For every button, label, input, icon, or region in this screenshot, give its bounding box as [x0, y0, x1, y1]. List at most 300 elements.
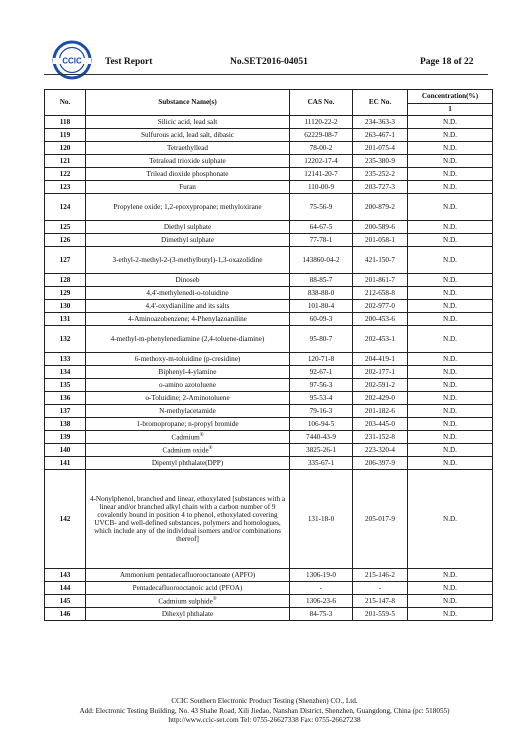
cell-cas-text: 75-56-9 — [309, 202, 333, 211]
cell-no — [45, 569, 86, 582]
cell-concentration-text: N.D. — [443, 419, 457, 428]
cell-concentration — [408, 569, 493, 582]
cell-no — [45, 234, 86, 247]
cell-cas-text: 92-67-1 — [309, 367, 333, 376]
cell-cas-text: 1306-19-0 — [306, 570, 336, 579]
cell-ec-text: 200-453-6 — [365, 314, 395, 323]
cell-no — [45, 418, 86, 431]
cell-substance — [86, 405, 290, 418]
cell-no — [45, 155, 86, 168]
cell-substance — [86, 181, 290, 194]
cell-ec-text: 202-177-1 — [365, 367, 395, 376]
cell-concentration — [408, 194, 493, 221]
cell-substance-text: 3-ethyl-2-methyl-2-(3-methylbutyl)-1,3-oxazolidine — [112, 255, 263, 264]
cell-ec — [353, 444, 408, 457]
cell-no-text: 145 — [59, 596, 71, 605]
cell-concentration-text: N.D. — [443, 143, 457, 152]
cell-ec — [353, 326, 408, 353]
cell-cas-text: 106-94-5 — [307, 419, 335, 428]
cell-ec-text: - — [378, 583, 382, 592]
cell-ec-text: 202-977-0 — [365, 301, 395, 310]
cell-concentration — [408, 366, 493, 379]
cell-substance — [86, 366, 290, 379]
cell-concentration-text: N.D. — [443, 583, 457, 592]
cell-cas-text: 62229-08-7 — [304, 130, 338, 139]
cell-no-text: 130 — [59, 301, 71, 310]
cell-substance — [86, 470, 290, 569]
cell-concentration — [408, 129, 493, 142]
cell-cas — [290, 418, 353, 431]
cell-cas-text: 110-00-9 — [307, 182, 335, 191]
cell-concentration — [408, 392, 493, 405]
header-divider — [44, 74, 488, 75]
table-row — [45, 287, 493, 300]
table-row — [45, 234, 493, 247]
cell-substance-text: Dipentyl phthalate(DPP) — [151, 458, 224, 467]
cell-concentration-text: N.D. — [443, 406, 457, 415]
cell-ec-text: 223-320-4 — [365, 445, 395, 454]
cell-substance-text: Trilead dioxide phosphonate — [146, 169, 229, 178]
cell-ec-text: 201-182-6 — [365, 406, 395, 415]
cell-no-text: 132 — [59, 334, 71, 343]
cell-concentration-text: N.D. — [443, 169, 457, 178]
cell-ec-text: 201-058-1 — [365, 235, 395, 244]
cell-ec — [353, 418, 408, 431]
substance-table — [44, 89, 493, 621]
cell-substance — [86, 155, 290, 168]
cell-no-text: 118 — [59, 117, 71, 126]
cell-no — [45, 392, 86, 405]
cell-concentration — [408, 221, 493, 234]
cell-concentration — [408, 418, 493, 431]
table-row — [45, 379, 493, 392]
cell-substance-text: Dimethyl sulphate — [161, 235, 214, 244]
cell-cas — [290, 608, 353, 621]
cell-ec-text: 204-419-1 — [365, 354, 395, 363]
logo-text: CCIC — [62, 56, 82, 66]
cell-ec — [353, 470, 408, 569]
cell-ec-text: 235-380-9 — [365, 156, 395, 165]
cell-cas — [290, 287, 353, 300]
report-footer — [0, 697, 529, 726]
table-row — [45, 300, 493, 313]
cell-ec — [353, 300, 408, 313]
cell-cas-text: 101-80-4 — [307, 301, 335, 310]
cell-cas — [290, 444, 353, 457]
cell-concentration-text: N.D. — [443, 596, 457, 605]
cell-ec-text: 203-727-3 — [365, 182, 395, 191]
cell-substance — [86, 313, 290, 326]
cell-cas — [290, 116, 353, 129]
cell-cas-text: 79-16-3 — [309, 406, 333, 415]
cell-ec-text: 231-152-8 — [365, 432, 395, 441]
cell-concentration-text: N.D. — [443, 432, 457, 441]
cell-substance — [86, 569, 290, 582]
table-row — [45, 116, 493, 129]
cell-ec — [353, 595, 408, 608]
footer-contact: http://www.ccic-set.com Tel: 0755-26627338 Fax: 0755-26627238 — [168, 716, 361, 725]
cell-cas-text: 838-88-0 — [307, 288, 335, 297]
cell-concentration — [408, 274, 493, 287]
cell-ec — [353, 353, 408, 366]
cell-concentration — [408, 444, 493, 457]
col-header-no: No. — [45, 90, 86, 116]
table-row — [45, 405, 493, 418]
cell-substance-text: Cadmium sulphide — [158, 597, 213, 606]
table-row — [45, 326, 493, 353]
cell-concentration — [408, 234, 493, 247]
table-row — [45, 444, 493, 457]
cell-substance — [86, 142, 290, 155]
cell-concentration-text: N.D. — [443, 288, 457, 297]
cell-no — [45, 168, 86, 181]
cell-no-text: 144 — [59, 583, 71, 592]
cell-no — [45, 274, 86, 287]
cell-substance-text: Sulfurous acid, lead salt, dibasic — [140, 130, 235, 139]
cell-substance-text: Biphenyl-4-ylamine — [158, 367, 217, 376]
cell-no-text: 142 — [59, 514, 71, 523]
table-row — [45, 457, 493, 470]
cell-substance-text: Propylene oxide; 1,2-epoxypropane; methyloxirane — [113, 202, 262, 211]
table-row — [45, 313, 493, 326]
cell-no-text: 143 — [59, 570, 71, 579]
cell-substance-text: 4,4'-methylenedi-o-toluidine — [146, 288, 229, 297]
cell-cas-text: 120-71-8 — [307, 354, 335, 363]
cell-no — [45, 221, 86, 234]
cell-concentration-text: N.D. — [443, 202, 457, 211]
cell-concentration — [408, 582, 493, 595]
cell-no — [45, 326, 86, 353]
cell-ec — [353, 168, 408, 181]
cell-concentration-text: N.D. — [443, 301, 457, 310]
cell-concentration — [408, 595, 493, 608]
cell-substance-text: 4-Aminoazobenzene; 4-Phenylazoaniline — [128, 314, 247, 323]
cell-substance-text: Furan — [179, 182, 196, 191]
cell-cas-text: 3825-26-1 — [306, 445, 336, 454]
cell-cas — [290, 569, 353, 582]
table-row — [45, 353, 493, 366]
cell-ec — [353, 582, 408, 595]
cell-substance — [86, 595, 290, 608]
table-row — [45, 129, 493, 142]
cell-cas — [290, 470, 353, 569]
cell-concentration-text: N.D. — [443, 514, 457, 523]
cell-cas — [290, 142, 353, 155]
cell-ec-text: 205-017-9 — [365, 514, 395, 523]
col-header-concentration-sub: 1 — [408, 104, 493, 116]
cell-substance — [86, 608, 290, 621]
cell-concentration-text: N.D. — [443, 570, 457, 579]
cell-cas — [290, 221, 353, 234]
cell-substance — [86, 326, 290, 353]
cell-no-text: 141 — [59, 458, 71, 467]
table-row — [45, 194, 493, 221]
cell-ec — [353, 608, 408, 621]
cell-substance-text: Diethyl sulphate — [163, 222, 212, 231]
table-row — [45, 418, 493, 431]
cell-concentration-text: N.D. — [443, 182, 457, 191]
cell-no — [45, 595, 86, 608]
cell-substance — [86, 300, 290, 313]
cell-no-text: 126 — [59, 235, 71, 244]
cell-ec — [353, 569, 408, 582]
cell-no — [45, 129, 86, 142]
cell-ec — [353, 457, 408, 470]
cell-ec-text: 203-445-0 — [365, 419, 395, 428]
cell-ec — [353, 221, 408, 234]
cell-concentration-text: N.D. — [443, 393, 457, 402]
cell-substance-text: o-Toluidine; 2-Aminotoluene — [145, 393, 230, 402]
cell-cas — [290, 392, 353, 405]
cell-substance — [86, 116, 290, 129]
cell-ec-text: 202-591-2 — [365, 380, 395, 389]
cell-substance — [86, 379, 290, 392]
cell-no — [45, 287, 86, 300]
cell-substance — [86, 129, 290, 142]
cell-substance — [86, 221, 290, 234]
cell-concentration-text: N.D. — [443, 445, 457, 454]
cell-substance-text: 4-Nonylphenol, branched and linear, ethoxylated [substances with a linear and/or branched alkyl chain with a carbon number of 9 covalently bound in position 4 to phenol, ethoxylated covering UVCB- and well-defined substances, polymers and homologues, which include any of the individual isomers and/or combinations thereof] — [89, 494, 286, 544]
cell-no — [45, 181, 86, 194]
cell-ec-text: 206-397-9 — [365, 458, 395, 467]
cell-no-text: 122 — [59, 169, 71, 178]
cell-no-text: 136 — [59, 393, 71, 402]
cell-cas-text: 78-00-2 — [309, 143, 333, 152]
cell-no — [45, 444, 86, 457]
cell-concentration-text: N.D. — [443, 130, 457, 139]
table-row — [45, 274, 493, 287]
cell-cas-text: 11120-22-2 — [304, 117, 338, 126]
cell-concentration-text: N.D. — [443, 156, 457, 165]
cell-concentration — [408, 353, 493, 366]
footer-company: CCIC Southern Electronic Product Testing (Shenzhen) CO., Ltd. — [171, 697, 358, 705]
cell-ec — [353, 287, 408, 300]
cell-no-text: 120 — [59, 143, 71, 152]
cell-ec — [353, 431, 408, 444]
table-row — [45, 608, 493, 621]
cell-ec — [353, 274, 408, 287]
cell-concentration — [408, 116, 493, 129]
cell-concentration — [408, 168, 493, 181]
cell-cas — [290, 194, 353, 221]
cell-substance — [86, 353, 290, 366]
page-number: Page 18 of 22 — [420, 57, 474, 67]
cell-cas — [290, 379, 353, 392]
table-row — [45, 366, 493, 379]
cell-no — [45, 247, 86, 274]
cell-substance-text: 6-methoxy-m-toluidine (p-cresidine) — [134, 354, 241, 363]
cell-cas-text: 1306-23-6 — [306, 596, 336, 605]
footer-address: Add: Electronic Testing Building, No. 43 Shahe Road, Xili Jiedao, Nanshan District, Shenzhen, Guangdong, China (pc: 518055) — [79, 706, 450, 715]
cell-cas — [290, 326, 353, 353]
cell-cas — [290, 168, 353, 181]
cell-concentration — [408, 155, 493, 168]
cell-concentration — [408, 287, 493, 300]
cell-cas — [290, 129, 353, 142]
cell-ec-text: 234-363-3 — [365, 117, 395, 126]
cell-substance — [86, 392, 290, 405]
cell-ec-text: 215-147-8 — [365, 596, 395, 605]
cell-substance-text: Dihexyl phthalate — [161, 609, 214, 618]
cell-concentration — [408, 326, 493, 353]
cell-no — [45, 313, 86, 326]
cell-no-text: 121 — [59, 156, 71, 165]
cell-substance-mark: ® — [199, 432, 204, 438]
cell-substance-text: Ammonium pentadecafluorooctanoate (APFO) — [119, 570, 256, 579]
table-row — [45, 582, 493, 595]
col-header-substance: Substance Name(s) — [86, 90, 290, 116]
cell-ec-text: 201-075-4 — [365, 143, 395, 152]
table-row — [45, 221, 493, 234]
cell-no-text: 133 — [59, 354, 71, 363]
cell-no — [45, 379, 86, 392]
cell-substance — [86, 234, 290, 247]
cell-concentration-text: N.D. — [443, 235, 457, 244]
cell-concentration — [408, 313, 493, 326]
cell-cas — [290, 300, 353, 313]
cell-cas-text: 64-67-5 — [309, 222, 333, 231]
cell-ec — [353, 247, 408, 274]
cell-substance — [86, 168, 290, 181]
cell-substance — [86, 287, 290, 300]
cell-cas-text: 95-53-4 — [309, 393, 333, 402]
cell-ec — [353, 142, 408, 155]
cell-cas-text: 77-78-1 — [309, 235, 333, 244]
table-row — [45, 142, 493, 155]
cell-no-text: 134 — [59, 367, 71, 376]
cell-substance — [86, 457, 290, 470]
cell-no — [45, 431, 86, 444]
cell-no-text: 146 — [59, 609, 71, 618]
cell-ec — [353, 366, 408, 379]
cell-substance-text: Silicic acid, lead salt — [157, 117, 218, 126]
cell-no — [45, 470, 86, 569]
cell-no — [45, 116, 86, 129]
table-row — [45, 431, 493, 444]
cell-substance-text: Pentadecafluorooctanoic acid (PFOA) — [132, 583, 243, 592]
cell-cas — [290, 366, 353, 379]
cell-ec-text: 421-150-7 — [365, 255, 395, 264]
cell-no-text: 125 — [59, 222, 71, 231]
table-row — [45, 247, 493, 274]
cell-ec — [353, 405, 408, 418]
cell-no-text: 140 — [59, 445, 71, 454]
cell-ec — [353, 194, 408, 221]
cell-ec-text: 202-429-0 — [365, 393, 395, 402]
cell-cas — [290, 234, 353, 247]
cell-concentration-text: N.D. — [443, 117, 457, 126]
cell-substance-text: N-methylacetamide — [159, 406, 216, 415]
cell-concentration — [408, 431, 493, 444]
col-header-concentration: Concentration(%) — [408, 90, 493, 104]
cell-cas-text: 143860-04-2 — [302, 255, 340, 264]
cell-ec — [353, 155, 408, 168]
table-row — [45, 569, 493, 582]
table-row — [45, 392, 493, 405]
table-row — [45, 168, 493, 181]
cell-substance-mark: ® — [212, 596, 217, 602]
cell-cas — [290, 181, 353, 194]
cell-ec — [353, 392, 408, 405]
table-row — [45, 155, 493, 168]
cell-no-text: 119 — [59, 130, 71, 139]
cell-ec — [353, 379, 408, 392]
cell-cas — [290, 431, 353, 444]
cell-ec-text: 201-559-5 — [365, 609, 395, 618]
cell-cas-text: 335-67-1 — [307, 458, 335, 467]
cell-substance-text: o-amino azotoluene — [159, 380, 216, 389]
cell-concentration-text: N.D. — [443, 354, 457, 363]
cell-substance — [86, 444, 290, 457]
cell-cas — [290, 595, 353, 608]
cell-concentration — [408, 457, 493, 470]
cell-no-text: 139 — [59, 432, 71, 441]
cell-concentration — [408, 608, 493, 621]
col-header-cas: CAS No. — [290, 90, 353, 116]
report-header — [0, 0, 529, 90]
cell-concentration-text: N.D. — [443, 275, 457, 284]
cell-no — [45, 353, 86, 366]
cell-no-text: 124 — [59, 202, 71, 211]
cell-concentration — [408, 379, 493, 392]
cell-no-text: 131 — [59, 314, 71, 323]
cell-substance-text: Cadmium — [171, 433, 200, 442]
cell-no-text: 127 — [59, 255, 71, 264]
cell-concentration-text: N.D. — [443, 380, 457, 389]
cell-substance — [86, 418, 290, 431]
cell-ec — [353, 313, 408, 326]
cell-cas — [290, 274, 353, 287]
cell-concentration-text: N.D. — [443, 334, 457, 343]
cell-cas-text: 131-18-0 — [307, 514, 335, 523]
cell-no — [45, 300, 86, 313]
cell-concentration-text: N.D. — [443, 458, 457, 467]
cell-no — [45, 457, 86, 470]
cell-ec-text: 201-861-7 — [365, 275, 395, 284]
cell-substance-mark: ® — [208, 445, 213, 451]
report-title: Test Report — [105, 57, 153, 67]
cell-no-text: 135 — [59, 380, 71, 389]
cell-cas — [290, 353, 353, 366]
cell-concentration-text: N.D. — [443, 222, 457, 231]
cell-cas-text: - — [319, 583, 323, 592]
cell-cas — [290, 155, 353, 168]
cell-ec-text: 202-453-1 — [365, 334, 395, 343]
cell-concentration — [408, 142, 493, 155]
cell-ec-text: 215-146-2 — [365, 570, 395, 579]
cell-concentration-text: N.D. — [443, 367, 457, 376]
cell-ec-text: 212-658-8 — [365, 288, 395, 297]
cell-no-text: 129 — [59, 288, 71, 297]
table-row — [45, 595, 493, 608]
cell-substance-text: Dinoseb — [175, 275, 200, 284]
cell-substance — [86, 274, 290, 287]
cell-no-text: 138 — [59, 419, 71, 428]
cell-no — [45, 366, 86, 379]
cell-concentration — [408, 181, 493, 194]
cell-substance-text: 4-methyl-m-phenylenediamine (2,4-toluene-diamine) — [110, 334, 265, 343]
cell-ec — [353, 116, 408, 129]
cell-no-text: 128 — [59, 275, 71, 284]
cell-ec — [353, 234, 408, 247]
cell-cas-text: 12202-17-4 — [304, 156, 338, 165]
cell-cas-text: 12141-20-7 — [304, 169, 338, 178]
cell-no — [45, 142, 86, 155]
cell-concentration-text: N.D. — [443, 255, 457, 264]
cell-no — [45, 405, 86, 418]
table-row — [45, 181, 493, 194]
cell-concentration — [408, 300, 493, 313]
